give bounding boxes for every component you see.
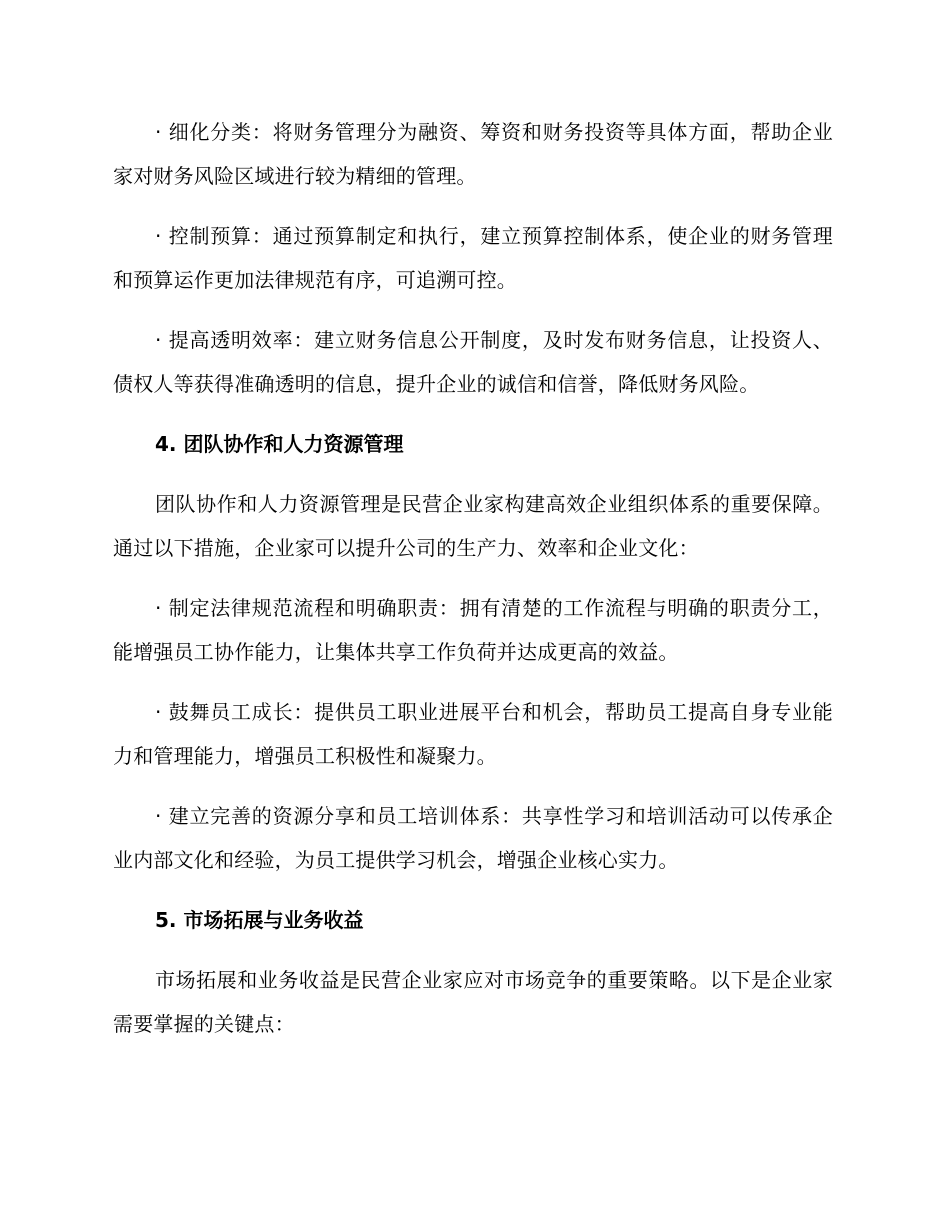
bullet-training-system: · 建立完善的资源分享和员工培训体系：共享性学习和培训活动可以传承企业内部文化和经验，为员工提供学习机会，增强企业核心实力。 — [113, 804, 833, 872]
section-heading-4: 4. 团队协作和人力资源管理 — [155, 432, 404, 456]
bullet-transparency-efficiency: · 提高透明效率：建立财务信息公开制度，及时发布财务信息，让投资人、债权人等获得准确透明的信息，提升企业的诚信和信誉，降低财务风险。 — [113, 328, 833, 396]
section-4-intro: 团队协作和人力资源管理是民营企业家构建高效企业组织体系的重要保障。通过以下措施，企业家可以提升公司的生产力、效率和企业文化： — [113, 492, 833, 560]
bullet-employee-growth: · 鼓舞员工成长：提供员工职业进展平台和机会，帮助员工提高自身专业能力和管理能力，增强员工积极性和凝聚力。 — [113, 700, 833, 768]
bullet-refined-classification: · 细化分类：将财务管理分为融资、筹资和财务投资等具体方面，帮助企业家对财务风险区域进行较为精细的管理。 — [113, 120, 833, 188]
bullet-budget-control: · 控制预算：通过预算制定和执行，建立预算控制体系，使企业的财务管理和预算运作更加法律规范有序，可追溯可控。 — [113, 224, 833, 292]
section-heading-5: 5. 市场拓展与业务收益 — [155, 908, 364, 932]
bullet-process-responsibilities: · 制定法律规范流程和明确职责：拥有清楚的工作流程与明确的职责分工，能增强员工协作能力，让集体共享工作负荷并达成更高的效益。 — [113, 596, 833, 664]
document-body — [113, 110, 833, 1062]
section-5-intro: 市场拓展和业务收益是民营企业家应对市场竞争的重要策略。以下是企业家需要掌握的关键点： — [113, 968, 833, 1036]
